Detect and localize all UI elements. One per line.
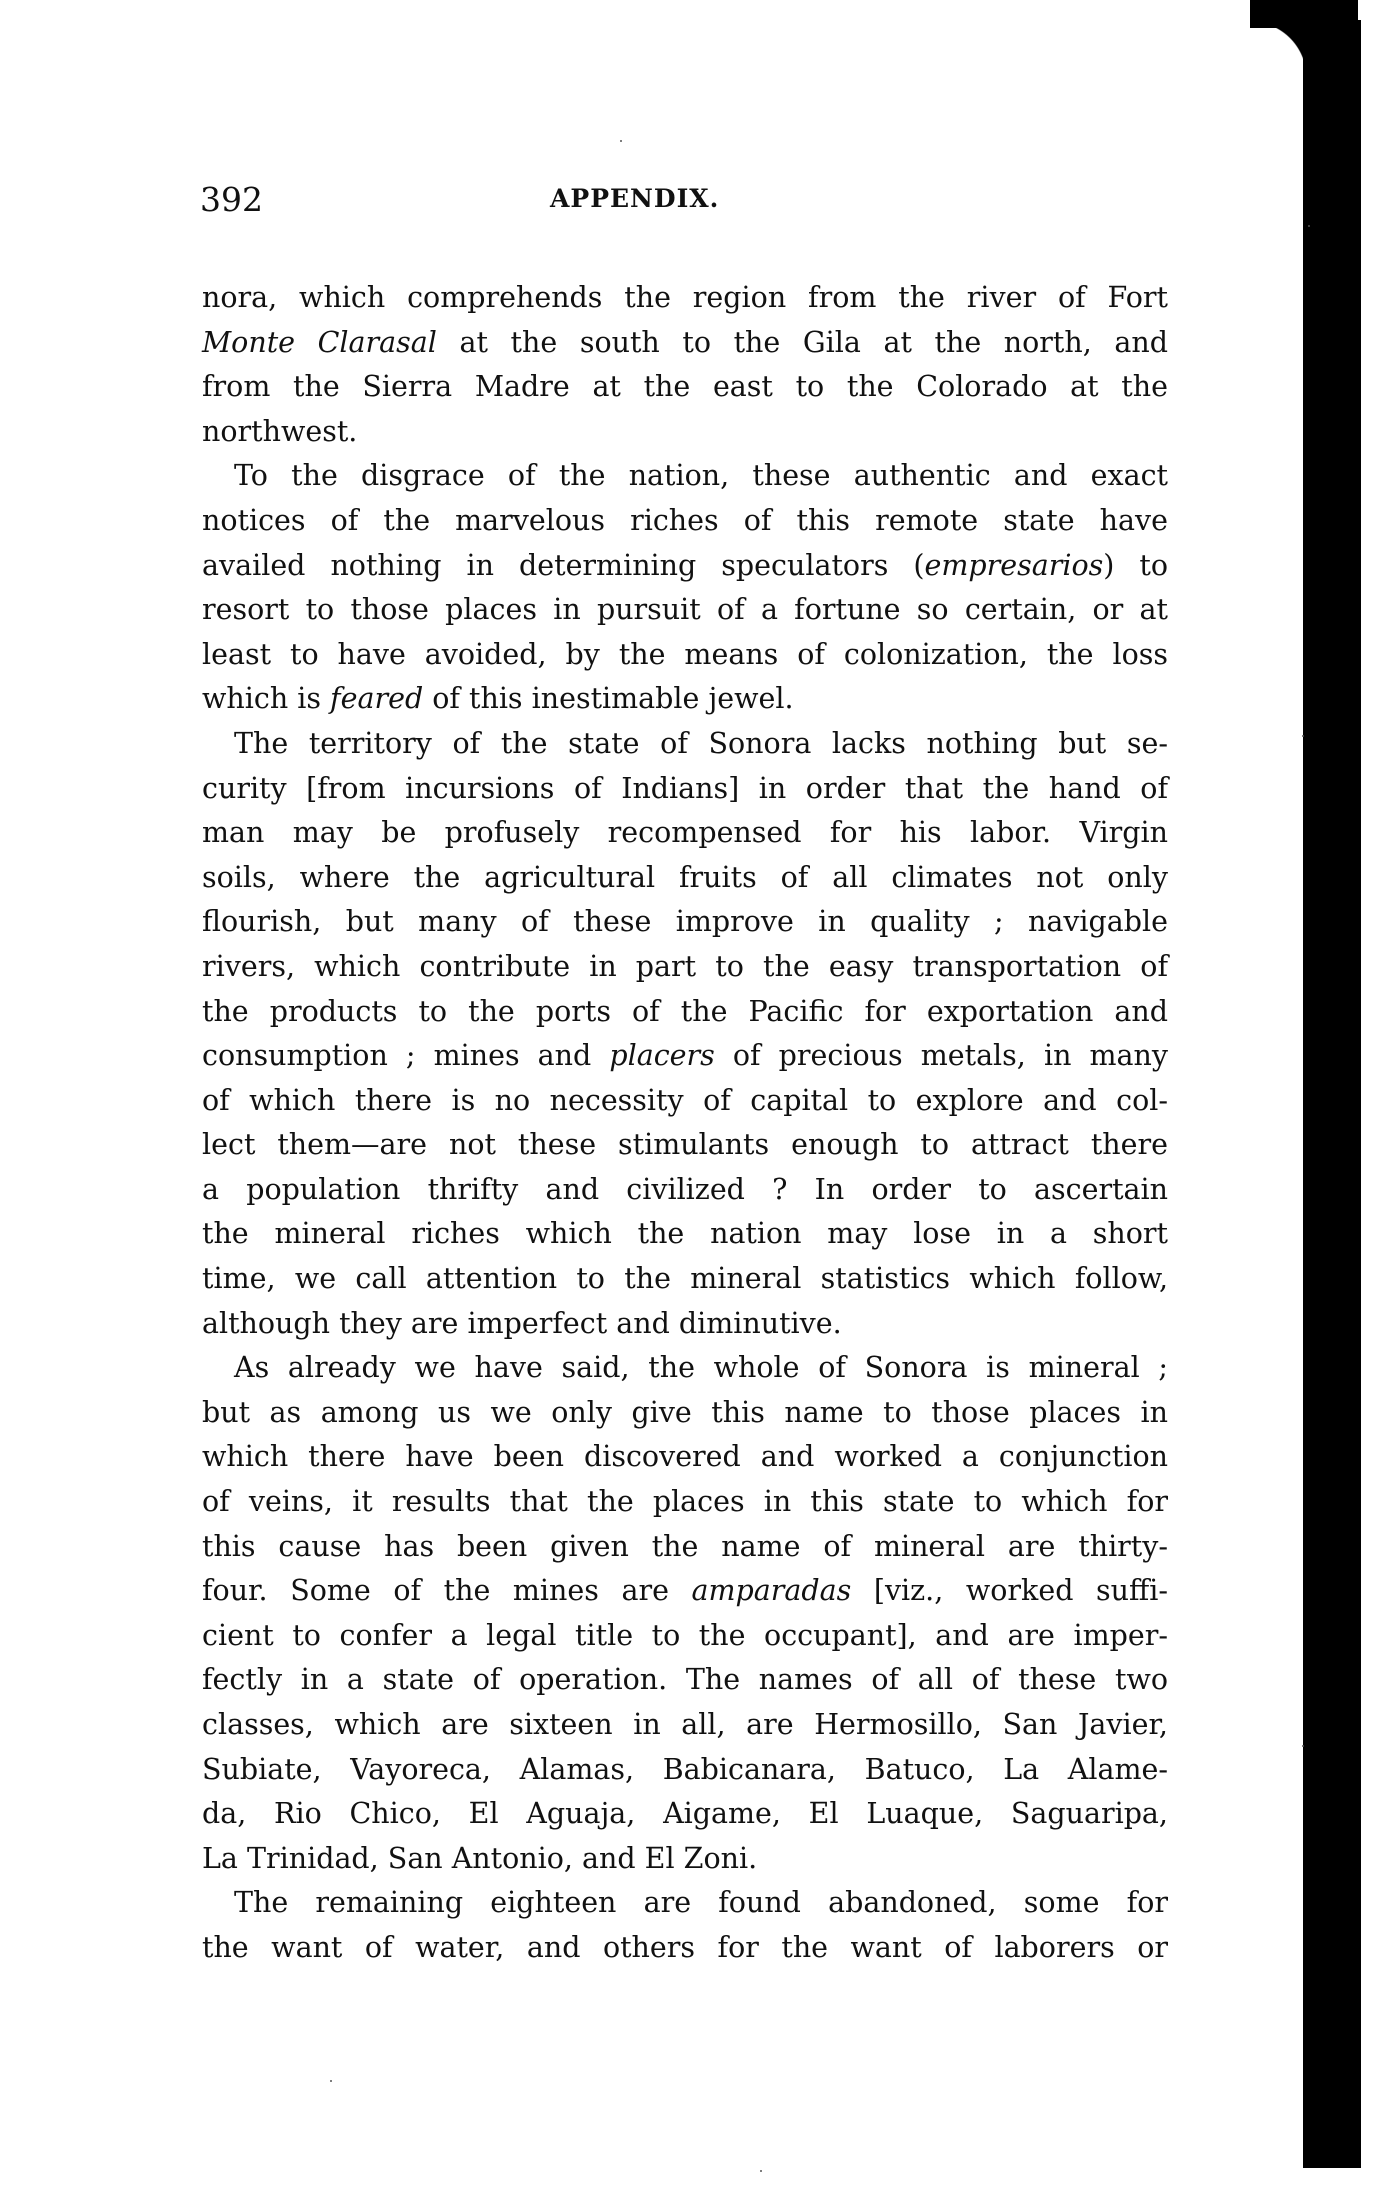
text-run: ) to (1103, 548, 1168, 582)
text-line (202, 1480, 1168, 1525)
text-line (202, 321, 1168, 366)
text-line (202, 945, 1168, 990)
text-line (202, 677, 1168, 722)
paragraph (202, 454, 1168, 722)
text-line (202, 1658, 1168, 1703)
text-run: [viz., worked suffi- (851, 1574, 1168, 1608)
text-run: cient to confer a legal title to the occupant], and are imper- (202, 1618, 1168, 1652)
text-run: of this inestimable jewel. (423, 682, 794, 716)
text-line (202, 276, 1168, 321)
text-line (202, 767, 1168, 812)
italic-phrase: empresarios (924, 548, 1104, 582)
text-run: The remaining eighteen are found abandoned, some for (234, 1886, 1168, 1920)
text-run: of veins, it results that the places in this state to which for (202, 1485, 1168, 1519)
text-run: although they are imperfect and diminutive. (202, 1306, 842, 1340)
text-line (202, 1703, 1168, 1748)
text-run: availed nothing in determining speculators ( (202, 548, 925, 582)
text-line (202, 1792, 1168, 1837)
text-run: nora, which comprehends the region from the river of Fort (202, 281, 1168, 314)
italic-phrase: amparadas (691, 1574, 852, 1608)
text-run: consumption ; mines and (202, 1039, 610, 1073)
text-run: To the disgrace of the nation, these authentic and exact (234, 459, 1168, 493)
text-run: man may be profusely recompensed for his labor. Virgin (202, 816, 1168, 850)
text-line (202, 1034, 1168, 1079)
text-run: at the south to the Gila at the north, and (436, 325, 1168, 359)
text-run: northwest. (202, 414, 358, 448)
text-run: which is (202, 682, 331, 716)
text-line (202, 1346, 1168, 1391)
text-run: this cause has been given the name of mineral are thirty- (202, 1529, 1168, 1563)
text-line (202, 1525, 1168, 1570)
text-line (202, 1748, 1168, 1793)
text-line (202, 1123, 1168, 1168)
text-line (202, 544, 1168, 589)
scan-speck (760, 2170, 762, 2172)
text-run: of precious metals, in many (714, 1039, 1168, 1073)
text-run: a population thrifty and civilized ? In order to ascertain (202, 1172, 1168, 1206)
page-number: 392 (200, 180, 263, 219)
text-line (202, 811, 1168, 856)
italic-phrase: Monte Clarasal (202, 325, 437, 359)
text-line (202, 1079, 1168, 1124)
text-line (202, 1212, 1168, 1257)
text-run: Subiate, Vayoreca, Alamas, Babicanara, Batuco, La Alame- (202, 1752, 1168, 1786)
text-line (202, 1168, 1168, 1213)
text-line (202, 856, 1168, 901)
text-run: notices of the marvelous riches of this remote state have (202, 503, 1168, 537)
text-run: the want of water, and others for the want of laborers or (202, 1930, 1168, 1964)
page-edge-shadow (1303, 20, 1361, 2168)
paragraph (202, 276, 1168, 454)
text-line (202, 1257, 1168, 1302)
scan-speck (330, 2080, 332, 2082)
text-line (202, 410, 1168, 455)
scan-speck (1302, 735, 1304, 737)
text-run: As already we have said, the whole of Sonora is mineral ; (234, 1351, 1168, 1385)
text-run: four. Some of the mines are (202, 1574, 692, 1608)
text-run: fectly in a state of operation. The names of all of these two (202, 1663, 1168, 1697)
text-run: curity [from incursions of Indians] in order that the hand of (202, 771, 1168, 805)
paragraph (202, 722, 1168, 1346)
text-run: La Trinidad, San Antonio, and El Zoni. (202, 1841, 758, 1875)
text-run: classes, which are sixteen in all, are Hermosillo, San Javier, (202, 1708, 1168, 1741)
running-head: APPENDIX. (550, 184, 720, 213)
scan-speck (1308, 225, 1310, 227)
text-run: the mineral riches which the nation may lose in a short (202, 1217, 1168, 1251)
italic-phrase: feared (330, 682, 424, 716)
text-line (202, 1926, 1168, 1971)
text-run: from the Sierra Madre at the east to the Colorado at the (202, 370, 1168, 404)
page-header (200, 180, 1180, 220)
text-line (202, 722, 1168, 767)
text-line (202, 1837, 1168, 1882)
text-run: rivers, which contribute in part to the easy transportation of (202, 949, 1168, 983)
text-line (202, 900, 1168, 945)
text-line (202, 499, 1168, 544)
text-line (202, 454, 1168, 499)
text-line (202, 1569, 1168, 1614)
text-run: of which there is no necessity of capital to explore and col- (202, 1083, 1168, 1117)
text-line (202, 1435, 1168, 1480)
text-run: lect them—are not these stimulants enough to attract there (202, 1128, 1168, 1162)
scan-speck (620, 140, 622, 142)
text-run: least to have avoided, by the means of colonization, the loss (202, 637, 1168, 671)
text-line (202, 588, 1168, 633)
text-line (202, 1391, 1168, 1436)
text-run: flourish, but many of these improve in quality ; navigable (202, 905, 1168, 939)
text-line (202, 365, 1168, 410)
text-run: time, we call attention to the mineral statistics which follow, (202, 1262, 1168, 1296)
text-run: da, Rio Chico, El Aguaja, Aigame, El Luaque, Saguaripa, (202, 1797, 1168, 1831)
text-run: resort to those places in pursuit of a fortune so certain, or at (202, 593, 1168, 627)
text-run: which there have been discovered and worked a conjunction (202, 1440, 1168, 1474)
paragraph (202, 1881, 1168, 1970)
text-line (202, 1614, 1168, 1659)
text-run: the products to the ports of the Pacific for exportation and (202, 994, 1168, 1028)
text-run: but as among us we only give this name to those places in (202, 1395, 1168, 1429)
text-line (202, 1302, 1168, 1347)
text-run: The territory of the state of Sonora lacks nothing but se- (234, 726, 1168, 760)
scan-speck (1302, 1745, 1304, 1747)
text-run: soils, where the agricultural fruits of all climates not only (202, 860, 1168, 894)
page-edge-shadow-curve (1250, 18, 1310, 78)
text-line (202, 1881, 1168, 1926)
italic-phrase: placers (609, 1039, 715, 1073)
body-text (202, 276, 1168, 1971)
text-line (202, 633, 1168, 678)
text-line (202, 990, 1168, 1035)
paragraph (202, 1346, 1168, 1881)
